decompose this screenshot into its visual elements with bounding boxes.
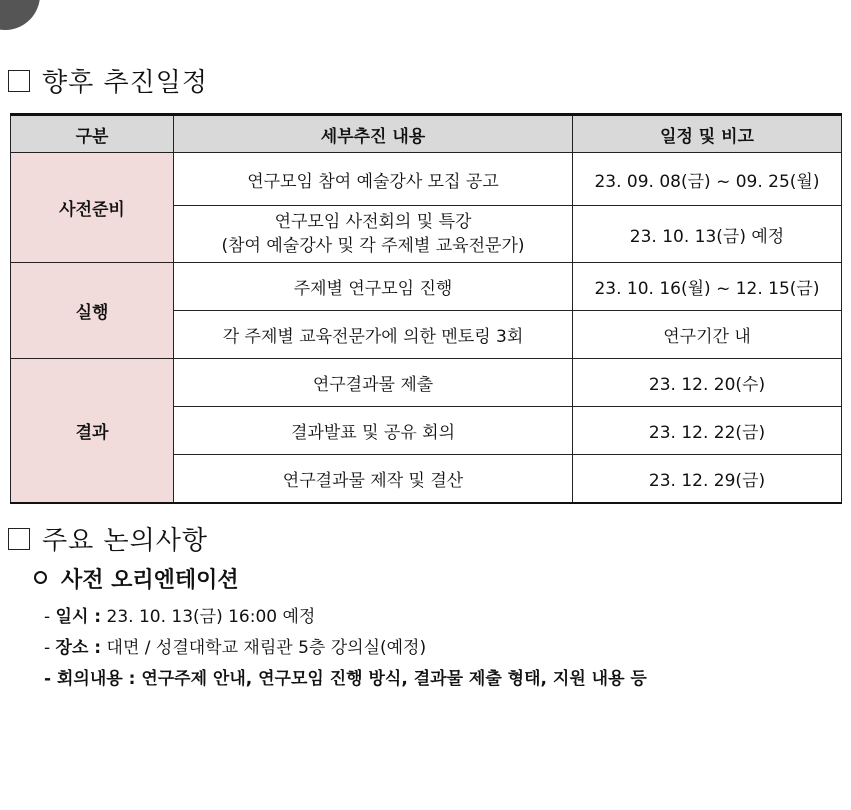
table-row bbox=[11, 263, 842, 311]
circle-bullet-icon bbox=[34, 571, 47, 584]
content-cell: 주제별 연구모임 진행 bbox=[174, 263, 573, 311]
schedule-cell: 23. 10. 13(금) 예정 bbox=[573, 206, 842, 263]
checkbox-square-icon bbox=[8, 70, 30, 92]
item-label: 장소 : bbox=[55, 638, 102, 658]
schedule-cell: 연구기간 내 bbox=[573, 311, 842, 359]
corner-decoration bbox=[0, 0, 40, 30]
item-label: 회의내용 : bbox=[56, 669, 136, 689]
table-row bbox=[11, 153, 842, 206]
table-header-row bbox=[11, 115, 842, 153]
subheading-orientation bbox=[34, 563, 239, 594]
list-item: - 장소 : 대면 / 성결대학교 재림관 5층 강의실(예정) bbox=[44, 638, 427, 658]
category-cell: 실행 bbox=[11, 263, 174, 359]
content-cell: 결과발표 및 공유 회의 bbox=[174, 407, 573, 455]
heading-text: 향후 추진일정 bbox=[42, 68, 208, 98]
header-schedule: 일정 및 비고 bbox=[573, 115, 842, 153]
table-row bbox=[11, 359, 842, 407]
schedule-cell: 23. 12. 29(금) bbox=[573, 455, 842, 504]
content-line: 연구모임 사전회의 및 특강 bbox=[274, 212, 472, 232]
heading-text: 주요 논의사항 bbox=[42, 526, 208, 556]
header-content: 세부추진 내용 bbox=[174, 115, 573, 153]
item-label: 일시 : bbox=[55, 607, 102, 627]
content-line: (참여 예술강사 및 각 주제별 교육전문가) bbox=[221, 236, 525, 256]
item-value: 대면 / 성결대학교 재림관 5층 강의실(예정) bbox=[106, 638, 427, 658]
list-item: - 회의내용 : 연구주제 안내, 연구모임 진행 방식, 결과물 제출 형태, 지원 내용 등 bbox=[44, 669, 647, 689]
content-cell: 연구모임 참여 예술강사 모집 공고 bbox=[174, 153, 573, 206]
content-cell bbox=[174, 206, 573, 263]
list-item: - 일시 : 23. 10. 13(금) 16:00 예정 bbox=[44, 607, 316, 627]
item-value: 연구주제 안내, 연구모임 진행 방식, 결과물 제출 형태, 지원 내용 등 bbox=[141, 669, 647, 689]
content-cell: 연구결과물 제작 및 결산 bbox=[174, 455, 573, 504]
header-category: 구분 bbox=[11, 115, 174, 153]
checkbox-square-icon bbox=[8, 528, 30, 550]
section-heading-schedule bbox=[8, 62, 208, 99]
content-cell: 연구결과물 제출 bbox=[174, 359, 573, 407]
category-cell: 사전준비 bbox=[11, 153, 174, 263]
category-cell: 결과 bbox=[11, 359, 174, 504]
item-value: 23. 10. 13(금) 16:00 예정 bbox=[106, 607, 316, 627]
content-cell: 각 주제별 교육전문가에 의한 멘토링 3회 bbox=[174, 311, 573, 359]
schedule-cell: 23. 12. 20(수) bbox=[573, 359, 842, 407]
subheading-text: 사전 오리엔테이션 bbox=[61, 568, 239, 593]
schedule-cell: 23. 09. 08(금) ~ 09. 25(월) bbox=[573, 153, 842, 206]
schedule-table bbox=[10, 113, 842, 504]
section-heading-discussion bbox=[8, 520, 208, 557]
schedule-cell: 23. 10. 16(월) ~ 12. 15(금) bbox=[573, 263, 842, 311]
schedule-cell: 23. 12. 22(금) bbox=[573, 407, 842, 455]
